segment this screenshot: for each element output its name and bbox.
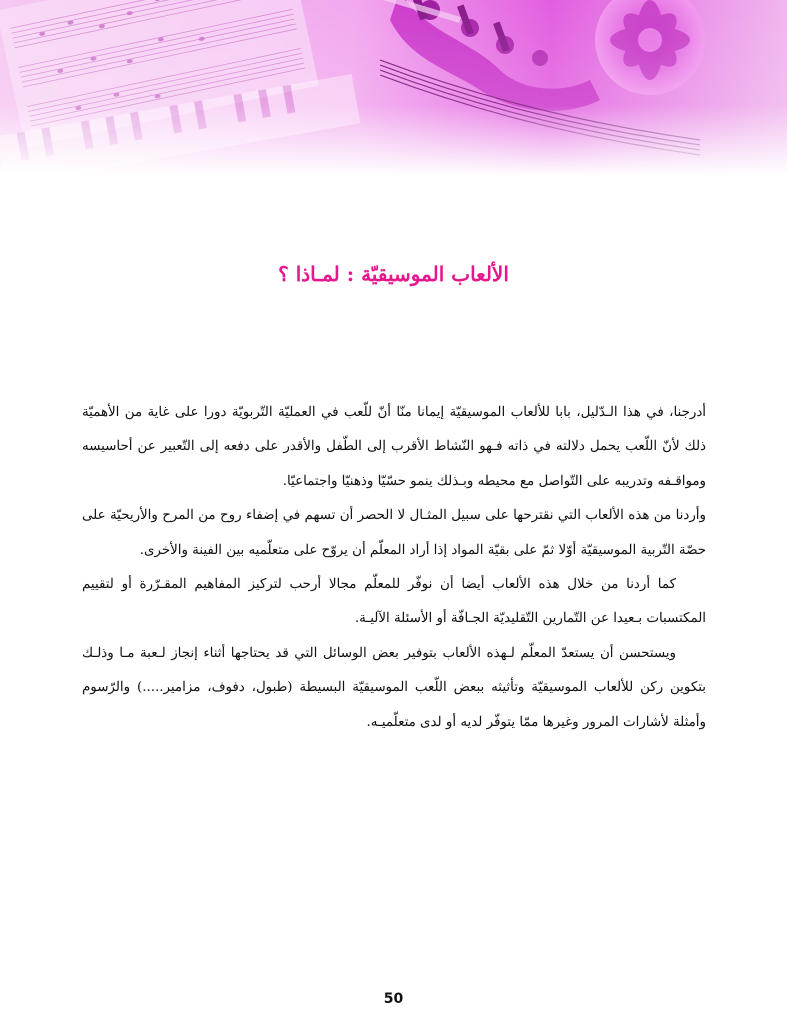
page-title: الألعاب الموسيقيّة : لمـاذا ؟ [278,262,509,286]
header-banner-image [0,0,787,175]
page-number: 50 [383,991,404,1007]
body-text [82,396,706,740]
paragraph-2: وأردنا من هذه الألعاب التي نقترحها على سبيل المثـال لا الحصر أن تسهم في إضفاء روح من المرح والأريحيّة على حصّة التّربية الموسيقيّة أوّلا ثمّ على بقيّة المواد إذا أراد المعلّم أن يروّح على متعلّميه بين الفينة والأخرى. [82,508,706,558]
paragraph-4: ويستحسن أن يستعدّ المعلّم لـهذه الألعاب بتوفير بعض الوسائل التي قد يحتاجها أثناء إنجاز لـعبة مـا وذلـك بتكوين ركن للألعاب الموسيقيّة وتأثيثه ببعض اللّعب الموسيقيّة البسيطة (طبول، دفوف، مزامير.....) والرّسوم وأمثلة لأشارات المرور وغيرها ممّا يتوفّر لديه أو لدى متعلّميـه. [82,645,706,730]
paragraph-1: أدرجنا، في هذا الـدّليل، بابا للألعاب الموسيقيّة إيمانا منّا أنّ للّعب في العمليّة التّربويّة دورا على غاية من الأهميّة ذلك لأنّ اللّعب يحمل دلالته في ذاته فـهو النّشاط الأقرب إلى الطّفل والأقدر على دفعه إلى التّعبير عن أحاسيسه ومواقـفه وتدريبه على التّواصل مع محيطه وبـذلك ينمو حسّيّا وذهنيّا واجتماعيّا. [82,405,706,489]
paragraph-3: كما أردنا من خلال هذه الألعاب أيضا أن نوفّر للمعلّم مجالا أرحب لتركيز المفاهيم المقـرّرة أو لتقييم المكتسبات بـعيدا عن التّمارين التّقليديّة الجـافّة أو الأسئلة الآليـة. [82,577,706,627]
